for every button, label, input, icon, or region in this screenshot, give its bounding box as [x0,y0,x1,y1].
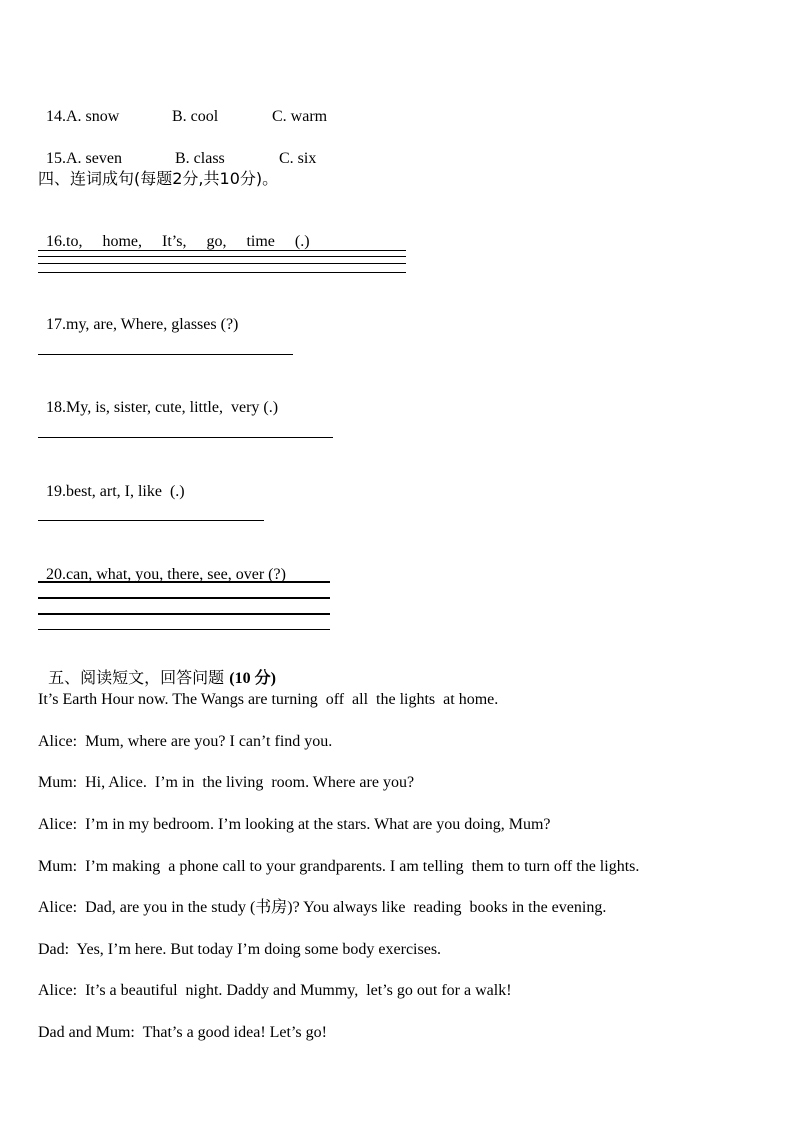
passage-line: Mum: I’m making a phone call to your grandparents. I am telling them to turn off the lights. [38,858,640,875]
passage-line: Dad: Yes, I’m here. But today I’m doing some body exercises. [38,941,442,958]
item-number: 20. [46,566,66,583]
section-5-title: 五、阅读短文，回答问题 [48,668,225,687]
sentence-item-20 [38,545,286,585]
item-number: 19. [46,483,66,500]
item-number: 15. [46,150,66,167]
answer-line [38,263,406,264]
item-number: 17. [46,316,66,333]
passage-line: It’s Earth Hour now. The Wangs are turning off all the lights at home. [38,691,499,708]
answer-line [38,250,406,251]
passage-line: Alice: Mum, where are you? I can’t find you. [38,733,333,750]
choice-item-14 [38,87,327,127]
answer-line [38,256,406,257]
passage-line: Mum: Hi, Alice. I’m in the living room. Where are you? [38,774,415,791]
section-5-points: (10 分) [229,670,276,687]
answer-line [38,613,330,615]
answer-line [38,629,330,630]
option-a: A. snow [66,108,120,125]
section-4-title: 四、连词成句(每题2分,共10分)。 [38,169,279,188]
item-words: can, what, you, there, see, over (?) [66,566,286,583]
answer-line [38,520,264,521]
option-c: C. warm [272,108,328,125]
section-5-heading [38,648,276,689]
answer-line [38,354,293,355]
answer-line [38,597,330,599]
item-words: to, home, It’s, go, time (.) [66,233,310,250]
option-b: B. class [175,150,225,167]
sentence-item-18 [38,378,278,418]
item-words: best, art, I, like (.) [66,483,185,500]
item-number: 16. [46,233,66,250]
sentence-item-17 [38,295,238,335]
option-b: B. cool [172,108,219,125]
choice-item-15 [38,129,316,169]
option-a: A. seven [66,150,122,167]
option-c: C. six [279,150,317,167]
sentence-item-16 [38,212,310,252]
passage-line: Alice: It’s a beautiful night. Daddy and Mummy, let’s go out for a walk! [38,982,512,999]
answer-line [38,581,330,583]
answer-line [38,272,406,273]
item-number: 14. [46,108,66,125]
item-number: 18. [46,399,66,416]
item-words: My, is, sister, cute, little, very (.) [66,399,279,416]
passage-line: Alice: Dad, are you in the study (书房)? You always like reading books in the evening. [38,899,607,916]
answer-line [38,437,333,438]
item-words: my, are, Where, glasses (?) [66,316,239,333]
sentence-item-19 [38,462,185,502]
passage-line: Alice: I’m in my bedroom. I’m looking at the stars. What are you doing, Mum? [38,816,551,833]
passage-line: Dad and Mum: That’s a good idea! Let’s go! [38,1024,327,1041]
